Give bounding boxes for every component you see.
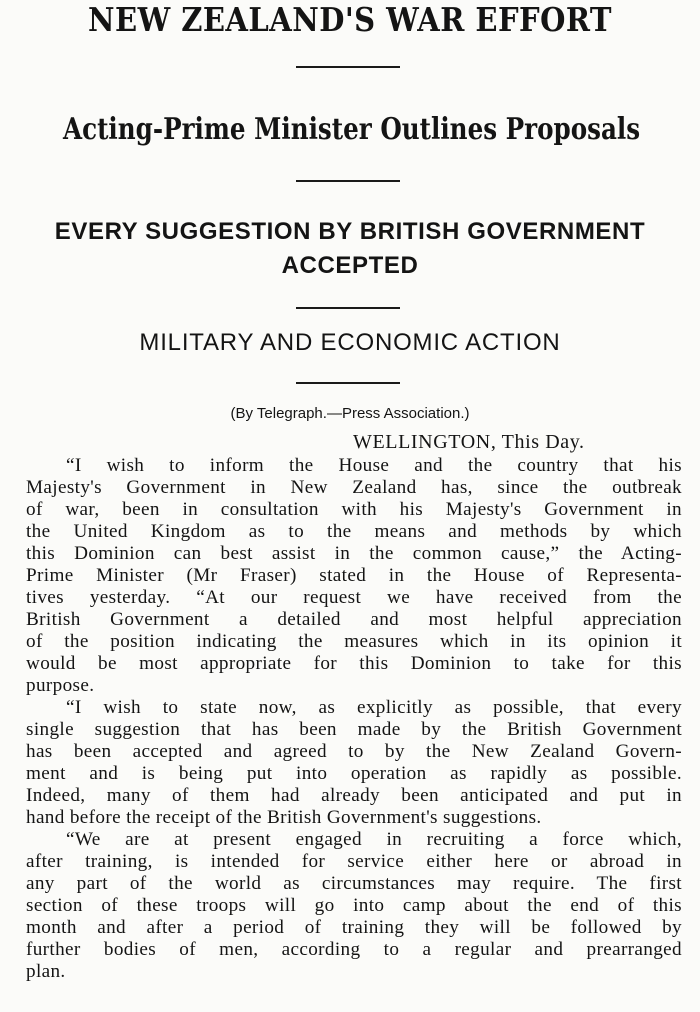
text-line: purpose.	[26, 675, 95, 696]
text-line: British Government a detailed and most helpful appreciation	[26, 609, 682, 630]
paragraph	[26, 697, 682, 829]
text-line: after training, is intended for service either here or abroad in	[26, 851, 682, 872]
text-line: “I wish to state now, as explicitly as possible, that every	[66, 697, 682, 718]
third-headline-line2: ACCEPTED	[281, 252, 419, 279]
fourth-headline: MILITARY AND ECONOMIC ACTION	[139, 329, 561, 356]
divider-rule	[296, 66, 400, 68]
text-line: “We are at present engaged in recruiting a force which,	[66, 829, 682, 850]
text-line: Majesty's Government in New Zealand has, since the outbreak	[26, 477, 682, 498]
text-line: the United Kingdom as to the means and methods by which	[26, 521, 682, 542]
text-line: single suggestion that has been made by the British Government	[26, 719, 682, 740]
divider-rule	[296, 382, 400, 384]
text-line: Prime Minister (Mr Fraser) stated in the House of Representa-	[26, 565, 682, 586]
text-line: has been accepted and agreed to by the New Zealand Govern-	[26, 741, 682, 762]
text-line: further bodies of men, according to a regular and prearranged	[26, 939, 682, 960]
text-line: month and after a period of training they will be followed by	[26, 917, 682, 938]
text-line: section of these troops will go into camp about the end of this	[26, 895, 682, 916]
text-line: this Dominion can best assist in the common cause,” the Acting-	[26, 543, 682, 564]
text-line: plan.	[26, 961, 66, 982]
article-body	[26, 455, 682, 983]
third-headline-line1: EVERY SUGGESTION BY BRITISH GOVERNMENT	[54, 218, 646, 245]
press-credit: (By Telegraph.—Press Association.)	[230, 405, 470, 422]
main-headline: NEW ZEALAND'S WAR EFFORT	[88, 0, 612, 39]
text-line: of war, been in consultation with his Majesty's Government in	[26, 499, 682, 520]
text-line: of the position indicating the measures which in its opinion it	[26, 631, 682, 652]
text-line: would be most appropriate for this Dominion to take for this	[26, 653, 682, 674]
divider-rule	[296, 180, 400, 182]
text-line: hand before the receipt of the British Government's suggestions.	[26, 807, 542, 828]
paragraph	[26, 829, 682, 983]
text-line: ment and is being put into operation as rapidly as possible.	[26, 763, 682, 784]
secondary-headline: Acting-Prime Minister Outlines Proposals	[63, 112, 641, 147]
text-line: tives yesterday. “At our request we have received from the	[26, 587, 682, 608]
text-line: Indeed, many of them had already been anticipated and put in	[26, 785, 682, 806]
divider-rule	[296, 307, 400, 309]
dateline: WELLINGTON, This Day.	[353, 431, 585, 453]
paragraph	[26, 455, 682, 697]
text-line: any part of the world as circumstances may require. The first	[26, 873, 682, 894]
text-line: “I wish to inform the House and the country that his	[66, 455, 682, 476]
